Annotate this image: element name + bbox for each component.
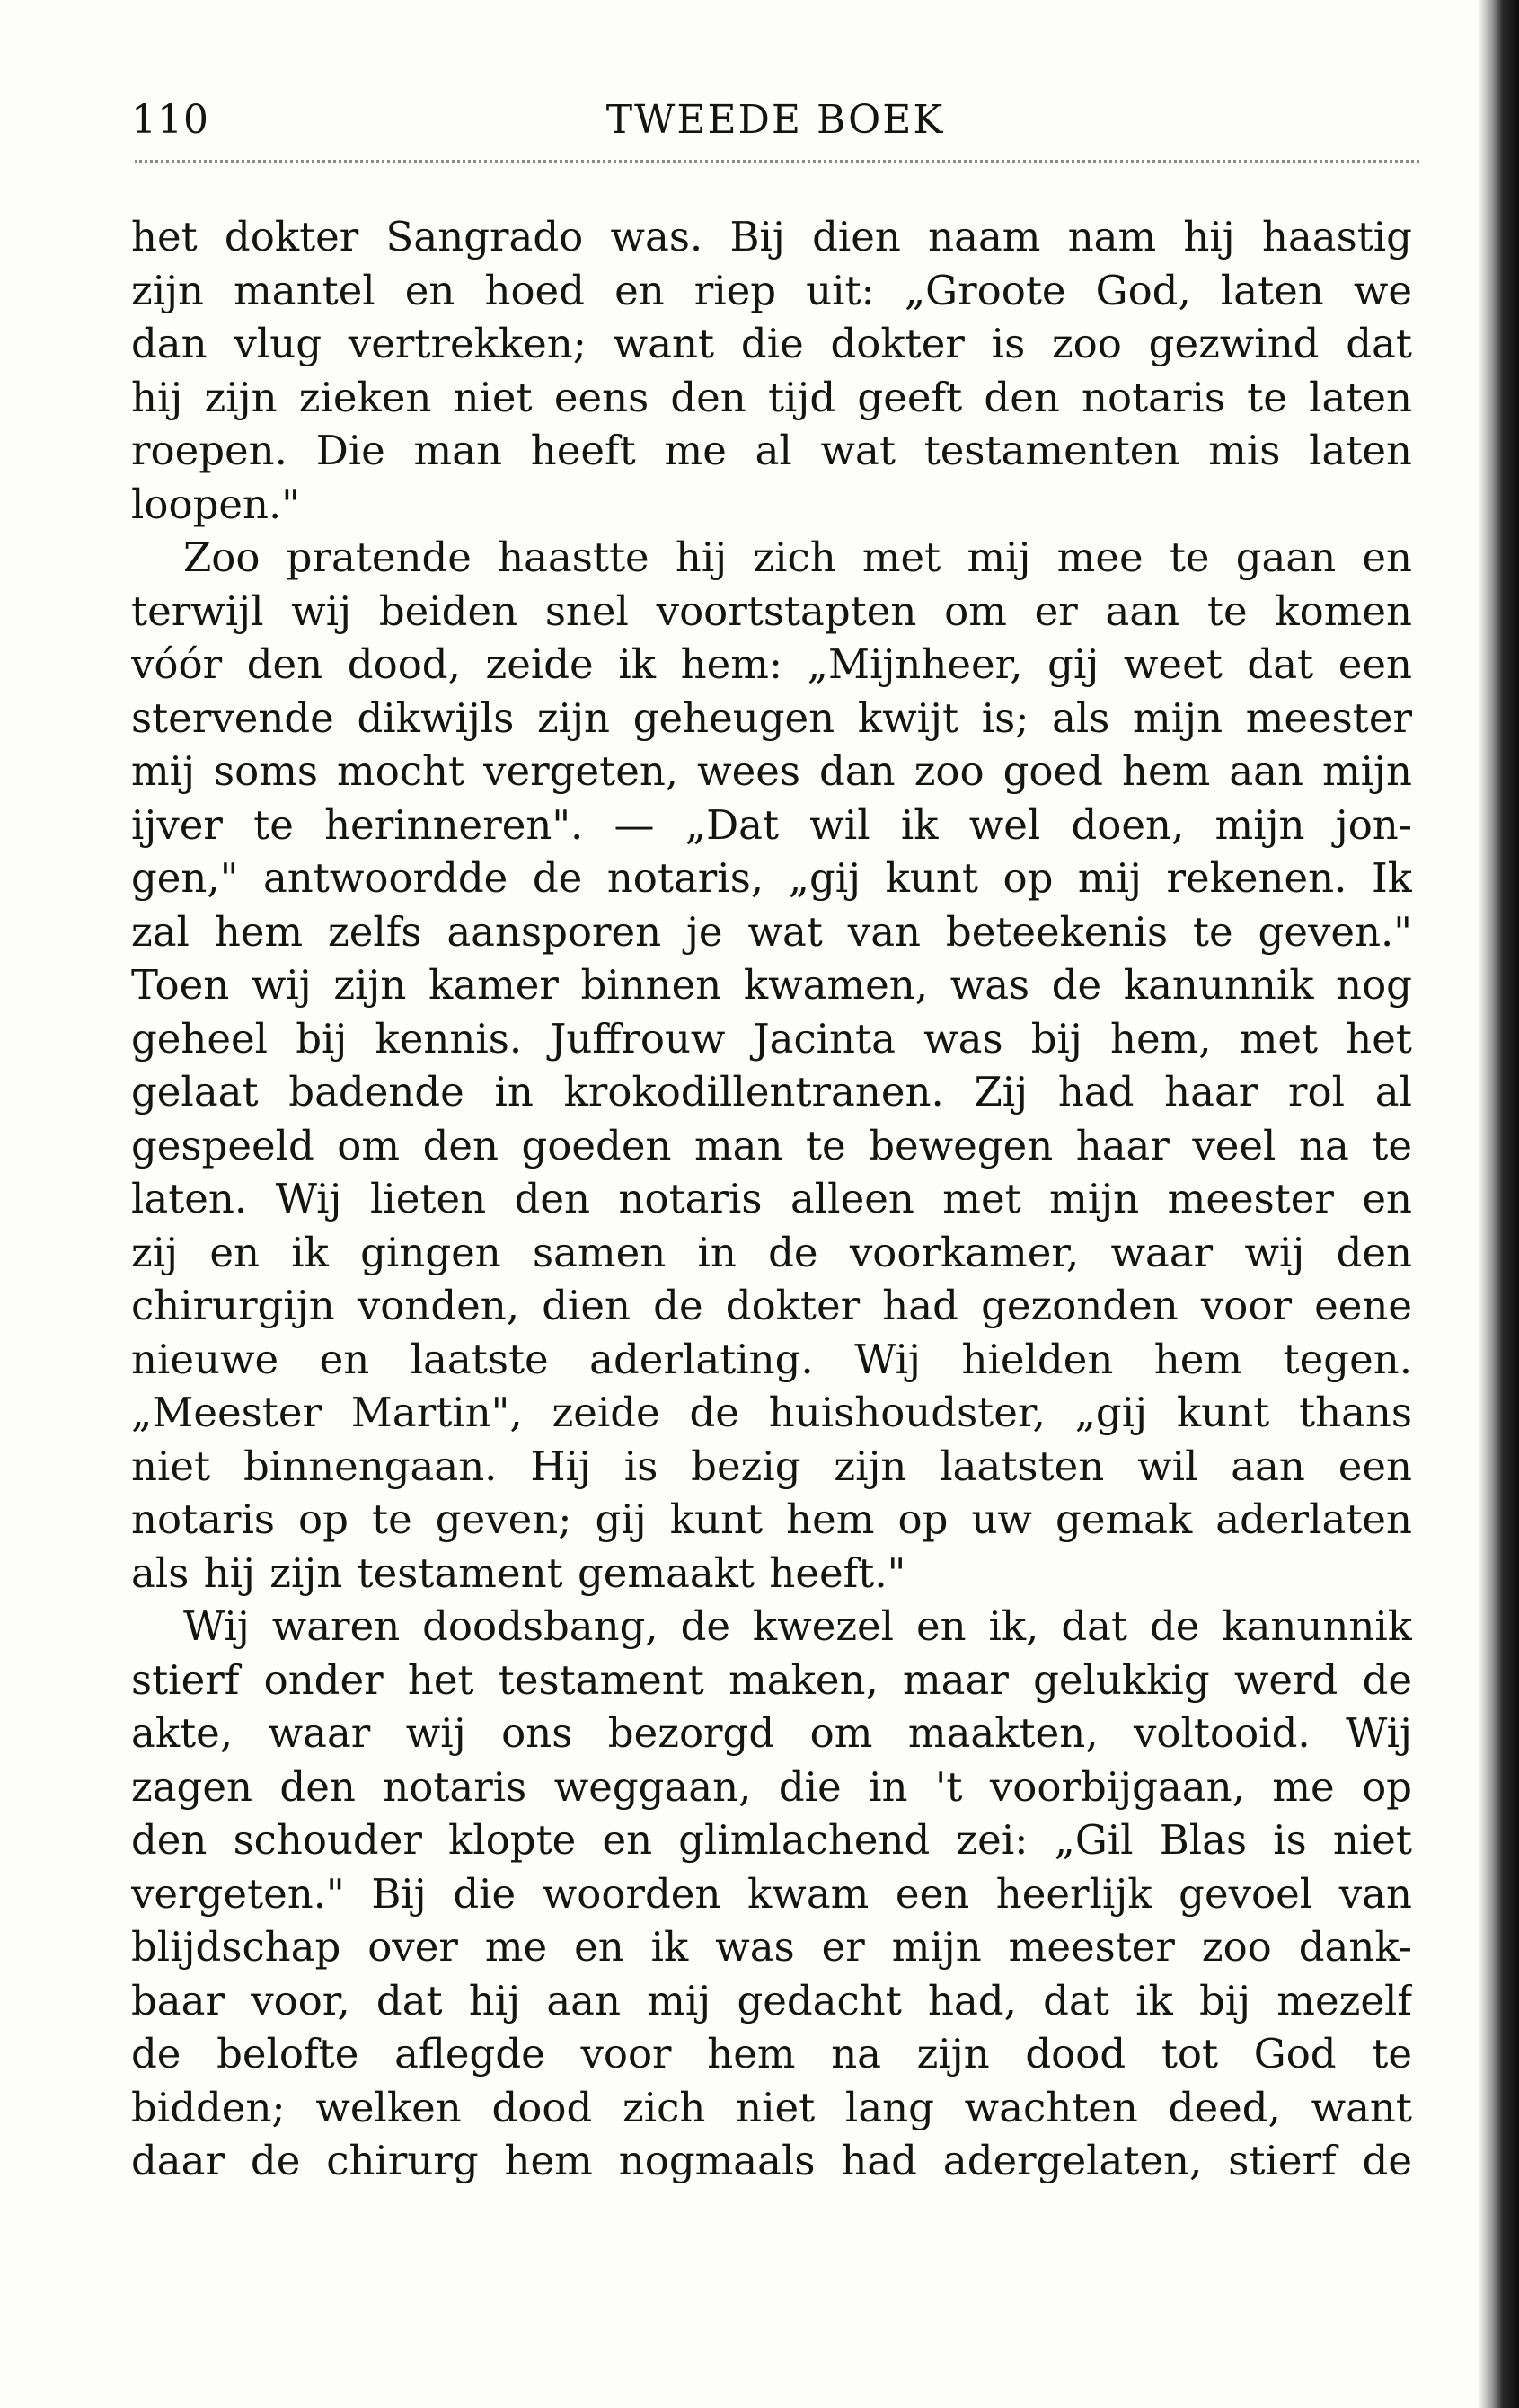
text-line: zijn mantel en hoed en riep uit: „Groote God, laten we <box>131 266 1412 314</box>
text-line: stierf onder het testament maken, maar gelukkig werd de <box>131 1655 1412 1704</box>
text-line: chirurgijn vonden, dien de dokter had gezonden voor eene <box>131 1282 1412 1329</box>
body-text <box>131 210 1412 2188</box>
page-number: 110 <box>131 97 209 143</box>
text-line: blijdschap over me en ik was er mijn meester zoo dank- <box>131 1923 1412 1971</box>
text-line: daar de chirurg hem nogmaals had adergelaten, stierf de <box>131 2137 1412 2184</box>
text-line: het dokter Sangrado was. Bij dien naam nam hij haastig <box>131 213 1412 260</box>
text-line: roepen. Die man heeft me al wat testamenten mis laten <box>131 427 1412 474</box>
text-line: den schouder klopte en glimlachend zei: „Gil Blas is niet <box>131 1816 1412 1864</box>
text-line: zagen den notaris weggaan, die in 't voorbijgaan, me op <box>131 1762 1412 1811</box>
text-line: ijver te herinneren". — „Dat wil ik wel doen, mijn jon- <box>131 800 1412 849</box>
text-line: loopen." <box>131 480 300 528</box>
text-line: gespeeld om den goeden man te bewegen haar veel na te <box>131 1121 1412 1169</box>
text-line: nieuwe en laatste aderlating. Wij hielden hem tegen. <box>131 1335 1412 1383</box>
text-line: als hij zijn testament gemaakt heeft." <box>131 1548 906 1597</box>
text-line: zij en ik gingen samen in de voorkamer, waar wij den <box>131 1228 1412 1276</box>
running-title: TWEEDE BOEK <box>605 97 945 143</box>
text-line: „Meester Martin", zeide de huishoudster, „gij kunt thans <box>131 1389 1412 1436</box>
text-line: gelaat badende in krokodillentranen. Zij had haar rol al <box>131 1068 1412 1116</box>
page-header <box>131 93 1419 156</box>
text-line: baar voor, dat hij aan mij gedacht had, dat ik bij mezelf <box>131 1976 1412 2024</box>
text-line: terwijl wij beiden snel voortstapten om er aan te komen <box>131 587 1412 635</box>
text-line: zal hem zelfs aansporen je wat van beteekenis te geven." <box>131 907 1412 956</box>
text-line: vergeten." Bij die woorden kwam een heerlijk gevoel van <box>131 1869 1412 1918</box>
text-line: Wij waren doodsbang, de kwezel en ik, dat de kanunnik <box>183 1602 1412 1650</box>
text-line: gen," antwoordde de notaris, „gij kunt op mij rekenen. Ik <box>131 854 1412 902</box>
header-rule <box>135 160 1419 163</box>
text-line: notaris op te geven; gij kunt hem op uw gemak aderlaten <box>131 1495 1412 1543</box>
text-line: geheel bij kennis. Juffrouw Jacinta was bij hem, met het <box>131 1014 1412 1063</box>
text-line: niet binnengaan. Hij is bezig zijn laatsten wil aan een <box>131 1442 1412 1490</box>
text-line: mij soms mocht vergeten, wees dan zoo goed hem aan mijn <box>131 747 1412 795</box>
page-edge-shadow <box>1478 0 1519 2408</box>
text-line: bidden; welken dood zich niet lang wachten deed, want <box>131 2083 1412 2131</box>
text-line: Zoo pratende haastte hij zich met mij mee te gaan en <box>183 534 1412 581</box>
text-line: Toen wij zijn kamer binnen kwamen, was de kanunnik nog <box>131 961 1412 1009</box>
text-line: dan vlug vertrekken; want die dokter is zoo gezwind dat <box>131 320 1412 367</box>
text-line: laten. Wij lieten den notaris alleen met mijn meester en <box>131 1175 1412 1222</box>
text-line: akte, waar wij ons bezorgd om maakten, voltooid. Wij <box>131 1709 1412 1757</box>
text-line: vóór den dood, zeide ik hem: „Mijnheer, gij weet dat een <box>131 640 1412 688</box>
text-line: stervende dikwijls zijn geheugen kwijt is; als mijn meester <box>131 693 1412 742</box>
text-line: hij zijn zieken niet eens den tijd geeft den notaris te laten <box>131 373 1412 421</box>
text-line: de belofte aflegde voor hem na zijn dood tot God te <box>131 2030 1412 2077</box>
